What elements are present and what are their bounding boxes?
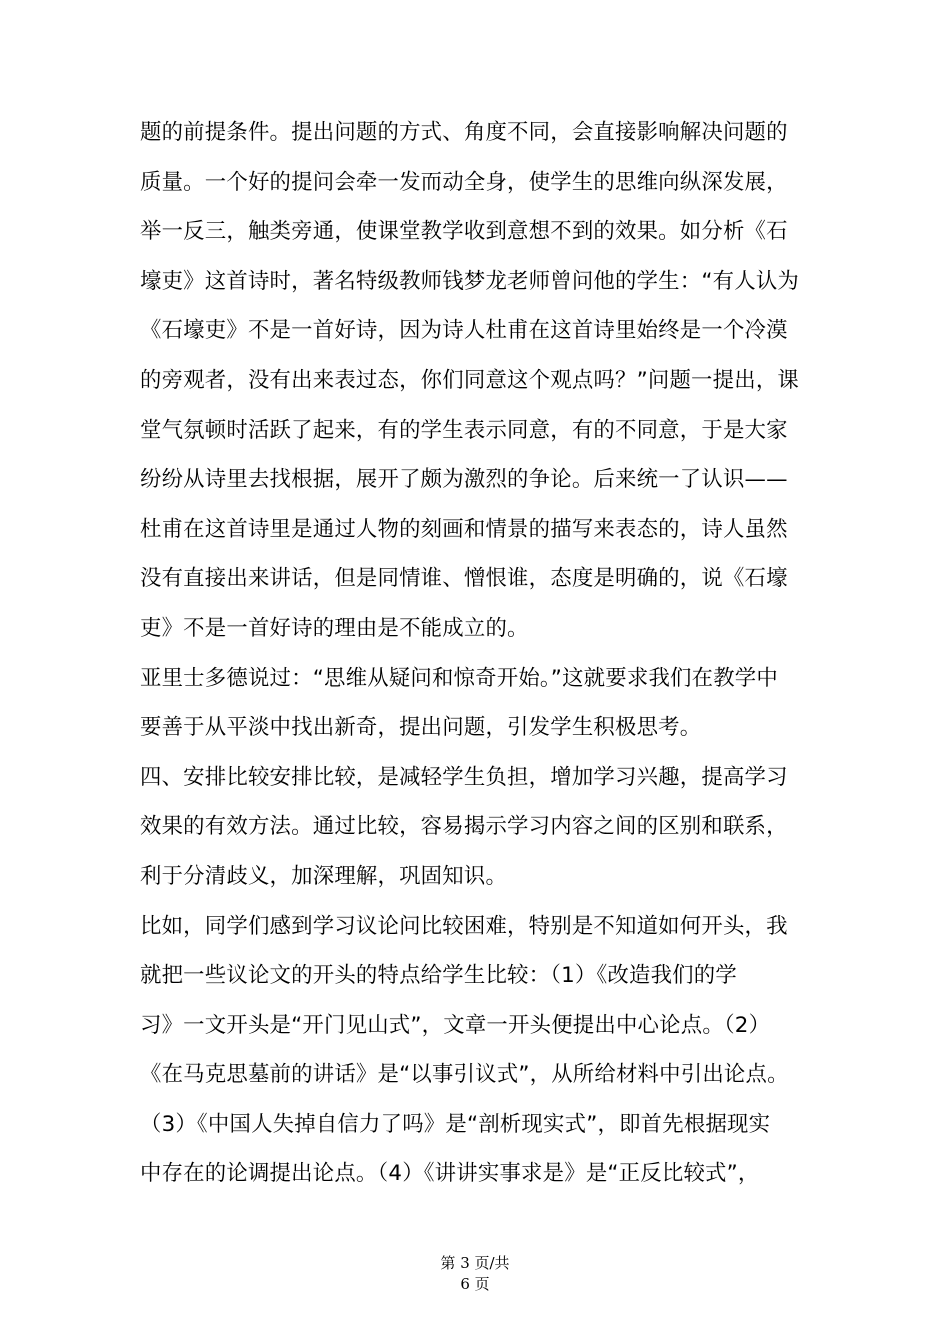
document-body: [140, 108, 820, 1199]
text-line: 《在马克思墓前的讲话》是“以事引议式”，从所给材料中引出论点。: [140, 1062, 789, 1088]
text-line: 吏》不是一首好诗的理由是不能成立的。: [140, 615, 529, 641]
page-number-line2: 6 页: [460, 1275, 490, 1293]
text-line: 题的前提条件。提出问题的方式、角度不同，会直接影响解决问题的: [140, 120, 788, 145]
text-line: 亚里士多德说过：“思维从疑问和惊奇开始。”这就要求我们在教学中: [140, 665, 778, 691]
text-line: （3）《中国人失掉自信力了吗》是“剖析现实式”，即首先根据现实: [140, 1111, 771, 1137]
text-line: 效果的有效方法。通过比较，容易揭示学习内容之间的区别和联系，: [140, 814, 788, 840]
text-line: 习》一文开头是“开门见山式”，文章一开头便提出中心论点。（2）: [140, 1012, 771, 1038]
text-line: 就把一些议论文的开头的特点给学生比较：（1）《改造我们的学: [140, 963, 737, 989]
page-footer: [0, 1253, 950, 1295]
text-line: 中存在的论调提出论点。（4）《讲讲实事求是》是“正反比较式”，: [140, 1161, 760, 1187]
text-line: 纷纷从诗里去找根据，展开了颇为激烈的争论。后来统一了认识——: [140, 467, 788, 493]
page-number-line1: 第 3 页/共: [440, 1254, 510, 1272]
text-line: 比如，同学们感到学习议论问比较困难，特别是不知道如何开头，我: [140, 913, 788, 939]
text-line: 《石壕吏》不是一首好诗，因为诗人杜甫在这首诗里始终是一个冷漠: [140, 318, 788, 344]
text-line: 质量。一个好的提问会牵一发而动全身，使学生的思维向纵深发展，: [140, 169, 788, 195]
text-line: 壕吏》这首诗时，著名特级教师钱梦龙老师曾问他的学生：“有人认为: [140, 268, 800, 294]
text-line: 堂气氛顿时活跃了起来，有的学生表示同意，有的不同意，于是大家: [140, 417, 788, 443]
text-line: 没有直接出来讲话，但是同情谁、憎恨谁，态度是明确的，说《石壕: [140, 566, 788, 592]
text-line: 的旁观者，没有出来表过态，你们同意这个观点吗？”问题一提出，课: [140, 367, 800, 393]
text-line: 四、安排比较安排比较，是减轻学生负担，增加学习兴趣，提高学习: [140, 764, 788, 790]
text-line: 要善于从平淡中找出新奇，提出问题，引发学生积极思考。: [140, 715, 702, 741]
text-line: 举一反三，触类旁通，使课堂教学收到意想不到的效果。如分析《石: [140, 219, 788, 245]
text-line: 利于分清歧义，加深理解，巩固知识。: [140, 863, 508, 889]
text-line: 杜甫在这首诗里是通过人物的刻画和情景的描写来表态的，诗人虽然: [140, 516, 788, 542]
